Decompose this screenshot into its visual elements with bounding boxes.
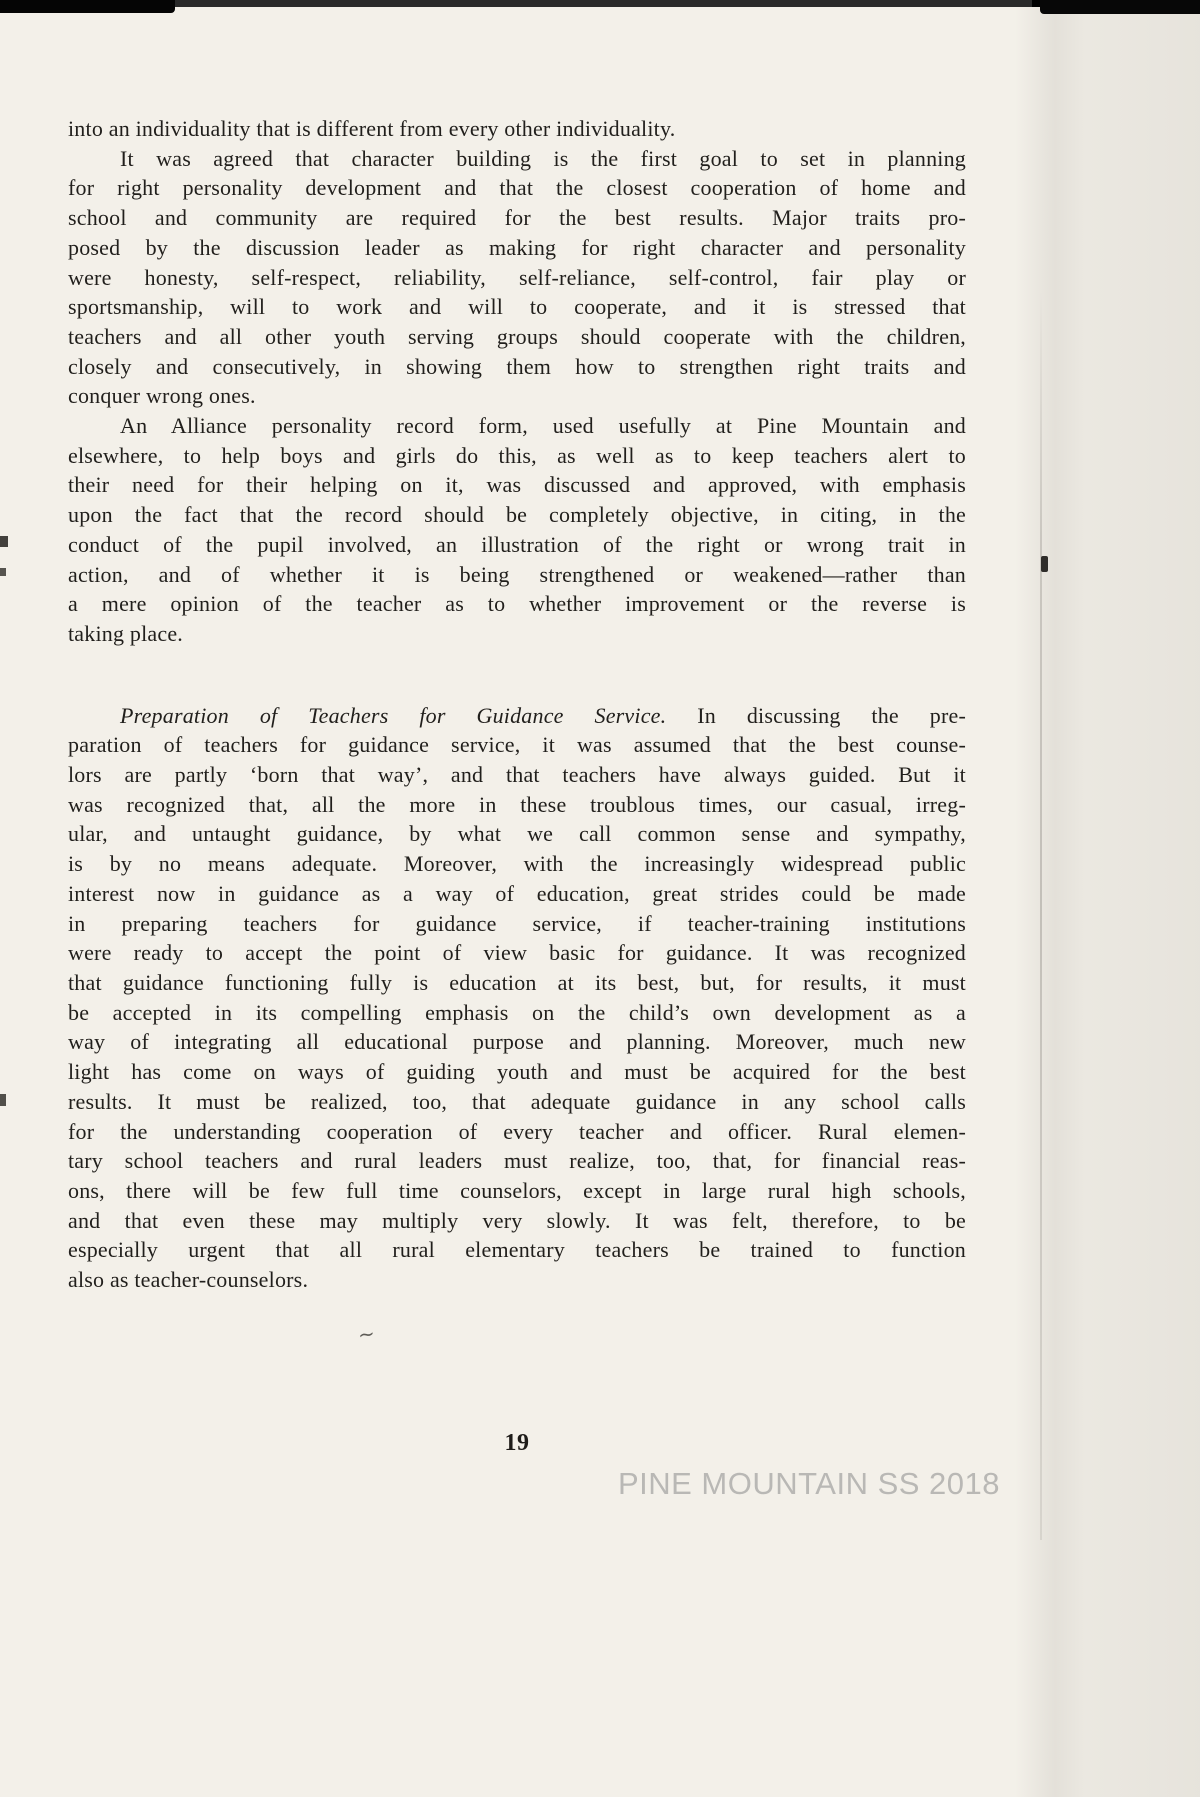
scan-left-mark bbox=[0, 568, 6, 576]
text-line: Preparation of Teachers for Guidance Service. In discussing the pre- bbox=[120, 702, 966, 728]
text-line: way of integrating all educational purpose and planning. Moreover, much new bbox=[68, 1029, 966, 1055]
text-line: taking place. bbox=[68, 620, 183, 646]
scan-edge-top bbox=[0, 0, 1200, 7]
text-line: sportsmanship, will to work and will to cooperate, and it is stressed that bbox=[68, 294, 966, 320]
scan-right-speck bbox=[1041, 556, 1048, 572]
text-line: that guidance functioning fully is education at its best, but, for results, it must bbox=[68, 969, 966, 995]
scan-right-crease bbox=[1040, 290, 1042, 1540]
watermark: PINE MOUNTAIN SS 2018 bbox=[617, 1466, 1000, 1501]
text-line: into an individuality that is different from every other individuality. bbox=[68, 116, 676, 141]
scan-left-mark bbox=[0, 1094, 6, 1106]
text-line: interest now in guidance as a way of education, great strides could be made bbox=[68, 880, 966, 906]
text-line: a mere opinion of the teacher as to whether improvement or the reverse is bbox=[68, 591, 966, 617]
page-text bbox=[68, 114, 966, 1295]
text-line: were honesty, self-respect, reliability, self-reliance, self-control, fair play or bbox=[68, 264, 966, 290]
text-line: and that even these may multiply very slowly. It was felt, therefore, to be bbox=[68, 1207, 966, 1233]
text-line: be accepted in its compelling emphasis on the child’s own development as a bbox=[68, 999, 966, 1025]
text-line: was recognized that, all the more in these troublous times, our casual, irreg- bbox=[68, 791, 966, 817]
text-line: An Alliance personality record form, used usefully at Pine Mountain and bbox=[120, 413, 966, 439]
section-heading-italic: Preparation of Teachers for Guidance Service. bbox=[120, 702, 667, 728]
paragraph bbox=[68, 144, 966, 411]
scan-edge-top-left bbox=[0, 0, 175, 13]
scan-right-shadow bbox=[1015, 0, 1200, 1797]
scan-left-mark bbox=[0, 536, 8, 547]
text-line: conquer wrong ones. bbox=[68, 383, 256, 409]
text-line: ular, and untaught guidance, by what we call common sense and sympathy, bbox=[68, 821, 966, 847]
text-line: conduct of the pupil involved, an illustration of the right or wrong trait in bbox=[68, 531, 966, 557]
text-line: action, and of whether it is being strengthened or weakened—rather than bbox=[68, 561, 966, 587]
text-line: were ready to accept the point of view basic for guidance. It was recognized bbox=[68, 940, 966, 966]
text-line: elsewhere, to help boys and girls do this, as well as to keep teachers alert to bbox=[68, 442, 966, 468]
text-line: light has come on ways of guiding youth and must be acquired for the best bbox=[68, 1059, 966, 1085]
text-line: It was agreed that character building is the first goal to set in planning bbox=[120, 145, 966, 171]
text-line: teachers and all other youth serving groups should cooperate with the children, bbox=[68, 323, 966, 349]
text-line: in preparing teachers for guidance service, if teacher-training institutions bbox=[68, 910, 966, 936]
text-line: for right personality development and that the closest cooperation of home and bbox=[68, 175, 966, 201]
pen-squiggle-mark: ~ bbox=[356, 1320, 377, 1348]
text-line: also as teacher-counselors. bbox=[68, 1267, 309, 1293]
text-line: ons, there will be few full time counselors, except in large rural high schools, bbox=[68, 1177, 966, 1203]
paragraph bbox=[68, 411, 966, 649]
text-line: school and community are required for the best results. Major traits pro- bbox=[68, 205, 966, 231]
paragraph bbox=[68, 114, 966, 144]
text-line: posed by the discussion leader as making for right character and personality bbox=[68, 234, 966, 260]
text-line: results. It must be realized, too, that adequate guidance in any school calls bbox=[68, 1088, 966, 1114]
text-line: is by no means adequate. Moreover, with the increasingly widespread public bbox=[68, 851, 966, 877]
text-line: especially urgent that all rural elementary teachers be trained to function bbox=[68, 1237, 966, 1263]
scan-edge-top-right bbox=[1040, 0, 1200, 14]
text-line: paration of teachers for guidance service, it was assumed that the best counse- bbox=[68, 732, 966, 758]
scan-edge-bottom bbox=[0, 1769, 1200, 1797]
text-line: their need for their helping on it, was discussed and approved, with emphasis bbox=[68, 472, 966, 498]
text-line: closely and consecutively, in showing them how to strengthen right traits and bbox=[68, 353, 966, 379]
page-number: 19 bbox=[504, 1430, 530, 1456]
text-line: tary school teachers and rural leaders must realize, too, that, for financial reas- bbox=[68, 1148, 966, 1174]
text-line: upon the fact that the record should be completely objective, in citing, in the bbox=[68, 502, 966, 528]
paragraph bbox=[68, 701, 966, 1295]
text-line: for the understanding cooperation of every teacher and officer. Rural elemen- bbox=[68, 1118, 966, 1144]
text-line: lors are partly ‘born that way’, and that teachers have always guided. But it bbox=[68, 762, 966, 788]
